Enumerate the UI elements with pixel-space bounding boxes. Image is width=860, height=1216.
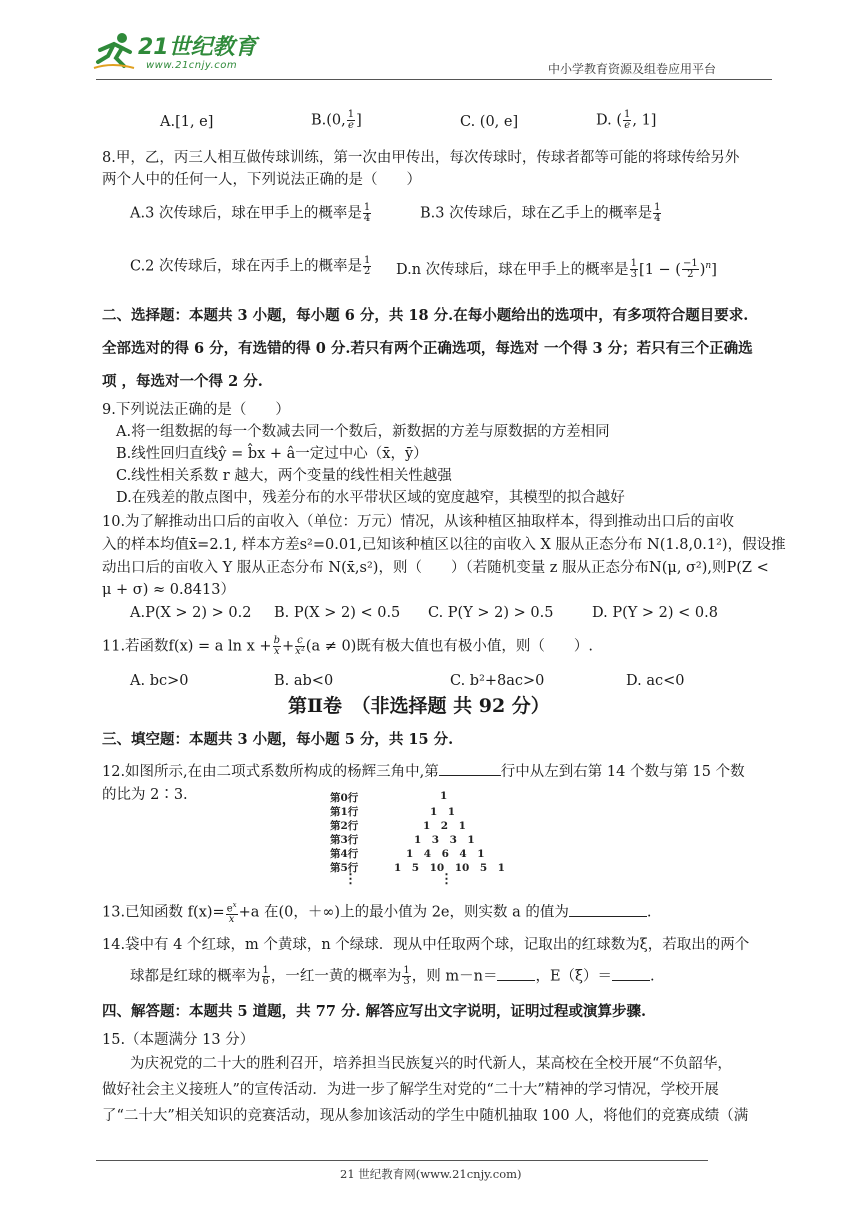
pascal-row-label: 第2行 [330, 820, 359, 832]
q9-option-c: C.线性相关系数 r 越大，两个变量的线性相关性越强 [116, 468, 452, 484]
logo-url: www.21cnjy.com [146, 60, 238, 71]
q14-blank-1[interactable] [497, 980, 535, 981]
q10-line4: μ + σ) ≈ 0.8413） [102, 582, 235, 598]
q7-option-b: B.(0, $\frac{1}{e}$ ] [311, 109, 362, 131]
header-divider [96, 79, 772, 80]
header-logo [92, 30, 262, 76]
q15-title: 15.（本题满分 13 分） [102, 1032, 255, 1048]
q11-option-c: C. b²+8ac>0 [450, 673, 545, 689]
pascal-row-label: 第4行 [330, 848, 359, 860]
pascal-dots-left: ⋮ [344, 872, 357, 887]
q13-line: 13.已知函数 f(x)= $\frac{e^x}{x}$ +a 在(0，＋∞)上的最小值为 2e，则实数 a 的值为 . [102, 901, 652, 926]
logo-title: 21世纪教育 [138, 35, 257, 60]
section2-line3: 项 ，每选对一个得 2 分. [102, 373, 263, 390]
pascal-row-numbers: 1 1 [430, 806, 456, 818]
q11-option-a: A. bc>0 [130, 673, 189, 689]
q12-blank[interactable] [439, 775, 501, 776]
q10-option-c: C. P(Y > 2) > 0.5 [428, 605, 554, 621]
q10-line2: 入的样本均值x̄=2.1, 样本方差s²=0.01,已知该种植区以往的亩收入 X 服从正态分布 N(1.8,0.1²)，假设推 [102, 537, 786, 553]
q8-option-b: B.3 次传球后，球在乙手上的概率是 $\frac{1}{4}$ [420, 202, 661, 224]
pascal-row-label: 第5行 [330, 862, 359, 874]
q11-stem: 11.若函数f(x) = a ln x + $\frac{b}{x}$ + $\frac{c}{\text{x²}}$ (a ≠ 0)既有极大值也有极小值，则（ ）. [102, 635, 593, 657]
q13-blank[interactable] [569, 916, 647, 917]
q10-line3: 动出口后的亩收入 Y 服从正态分布 N(x̄,s²)，则（ ）（若随机变量 z 服从正态分布N(μ, σ²),则P(Z < [102, 560, 769, 576]
pascal-triangle-figure [330, 788, 510, 890]
q7-option-d: D. ( $\frac{1}{e}$ , 1] [596, 109, 657, 131]
part2-title: 第Ⅱ卷 （非选择题 共 92 分） [288, 695, 550, 717]
q14-line1: 14.袋中有 4 个红球，m 个黄球，n 个绿球．现从中任取两个球，记取出的红球数为ξ，若取出的两个 [102, 937, 750, 953]
q8-option-d: D.n 次传球后，球在甲手上的概率是 $\frac{1}{3}$ [1 − ( $\frac{-1}{2}$ )$^n$] [396, 258, 717, 281]
q12-line1: 12.如图所示,在由二项式系数所构成的杨辉三角中,第 行中从左到右第 14 个数与第 15 个数 [102, 764, 745, 780]
q9-option-a: A.将一组数据的每一个数减去同一个数后，新数据的方差与原数据的方差相同 [116, 424, 610, 440]
pascal-row-numbers: 1 [440, 790, 448, 802]
q15-line2: 做好社会主义接班人”的宣传活动．为进一步了解学生对党的“二十大”精神的学习情况，学校开展 [102, 1082, 719, 1098]
q15-line3: 了“二十大”相关知识的竞赛活动，现从参加该活动的学生中随机抽取 100 人，将他们的竞赛成绩（满 [102, 1108, 749, 1124]
q8-option-a: A.3 次传球后，球在甲手上的概率是 $\frac{1}{4}$ [130, 202, 371, 224]
pascal-row-numbers: 1 5 10 10 5 1 [394, 862, 505, 874]
q10-option-d: D. P(Y > 2) < 0.8 [592, 605, 718, 621]
q7-option-c: C. (0, e] [460, 114, 519, 130]
section4-title: 四、解答题：本题共 5 道题，共 77 分. 解答应写出文字说明，证明过程或演算步骤. [102, 1003, 647, 1020]
pascal-row-label: 第1行 [330, 806, 359, 818]
runner-logo-icon [92, 32, 136, 72]
q9-option-d: D.在残差的散点图中，残差分布的水平带状区域的宽度越窄，其模型的拟合越好 [116, 490, 625, 506]
q8-option-c: C.2 次传球后，球在丙手上的概率是 $\frac{1}{2}$ [130, 255, 371, 277]
pascal-row-label: 第3行 [330, 834, 359, 846]
pascal-row-label: 第0行 [330, 792, 359, 804]
platform-name: 中小学教育资源及组卷应用平台 [548, 62, 717, 76]
q7-option-a: A.[1, e] [160, 114, 214, 130]
q8-stem-line2: 两个人中的任何一人，下列说法正确的是（ ） [102, 172, 421, 188]
pascal-dots-right: ⋮ [440, 872, 453, 887]
q11-option-b: B. ab<0 [274, 673, 334, 689]
q9-stem: 9.下列说法正确的是（ ） [102, 402, 290, 418]
q12-line2: 的比为 2∶3. [102, 787, 188, 803]
q8-stem-line1: 8.甲，乙，丙三人相互做传球训练，第一次由甲传出，每次传球时，传球者都等可能的将球传给另外 [102, 150, 740, 166]
section3-title: 三、填空题：本题共 3 小题，每小题 5 分，共 15 分. [102, 731, 454, 748]
q14-blank-2[interactable] [612, 980, 650, 981]
footer-divider [96, 1160, 708, 1161]
section2-line1: 二、选择题：本题共 3 小题，每小题 6 分，共 18 分.在每小题给出的选项中，有多项符合题目要求. [102, 307, 749, 324]
q11-option-d: D. ac<0 [626, 673, 685, 689]
pascal-row-numbers: 1 2 1 [423, 820, 466, 832]
section2-line2: 全部选对的得 6 分，有选错的得 0 分.若只有两个正确选项，每选对 一个得 3 分；若只有三个正确选 [102, 340, 753, 357]
q14-line2: 球都是红球的概率为 $\frac{1}{6}$ ，一红一黄的概率为 $\frac{1}{3}$ ，则 m－n＝ ，E（ξ）＝ . [130, 965, 655, 987]
q10-option-b: B. P(X > 2) < 0.5 [274, 605, 401, 621]
q10-option-a: A.P(X > 2) > 0.2 [130, 605, 252, 621]
footer-text: 21 世纪教育网(www.21cnjy.com) [340, 1167, 522, 1181]
q10-line1: 10.为了解推动出口后的亩收入（单位：万元）情况，从该种植区抽取样本，得到推动出口后的亩收 [102, 514, 735, 530]
q9-option-b: B.线性回归直线ŷ = b̂x + â一定过中心（x̄，ȳ） [116, 446, 428, 462]
q15-line1: 为庆祝党的二十大的胜利召开，培养担当民族复兴的时代新人，某高校在全校开展“不负韶华， [130, 1056, 732, 1072]
pascal-row-numbers: 1 3 3 1 [414, 834, 475, 846]
pascal-row-numbers: 1 4 6 4 1 [406, 848, 485, 860]
